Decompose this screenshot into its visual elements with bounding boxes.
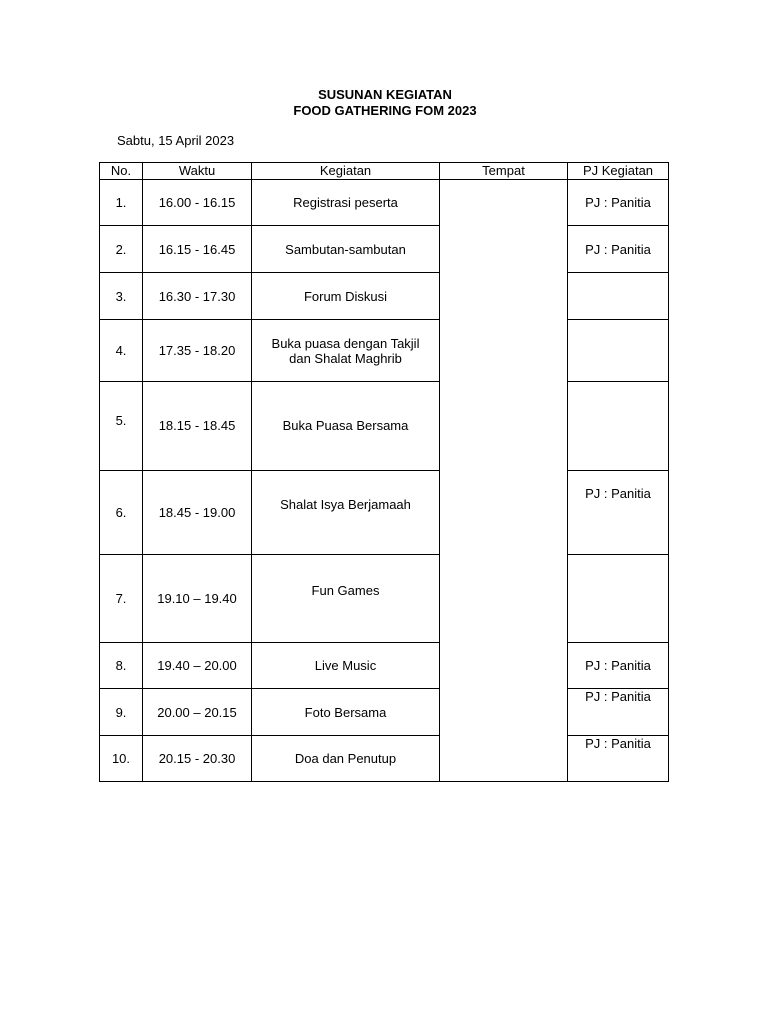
row-kegiatan: Buka Puasa Bersama	[252, 382, 440, 471]
kegiatan-line: dan Shalat Maghrib	[289, 351, 402, 366]
schedule-table	[99, 162, 669, 782]
table-row	[100, 555, 669, 643]
table-row	[100, 643, 669, 689]
row-waktu: 17.35 - 18.20	[143, 320, 252, 382]
row-kegiatan: Fun Games	[252, 555, 440, 643]
row-no: 8.	[100, 643, 143, 689]
row-pj: PJ : Panitia	[568, 180, 669, 226]
row-pj: PJ : Panitia	[568, 226, 669, 273]
table-row	[100, 382, 669, 471]
header-waktu: Waktu	[143, 163, 252, 180]
header-pj: PJ Kegiatan	[568, 163, 669, 180]
row-no: 7.	[100, 555, 143, 643]
row-kegiatan: Registrasi peserta	[252, 180, 440, 226]
table-row	[100, 471, 669, 555]
document-title: SUSUNAN KEGIATAN	[318, 87, 452, 102]
table-header-row	[100, 163, 669, 180]
row-kegiatan: Foto Bersama	[252, 689, 440, 736]
row-pj	[568, 382, 669, 471]
table-row	[100, 736, 669, 782]
row-waktu: 19.40 – 20.00	[143, 643, 252, 689]
row-no: 4.	[100, 320, 143, 382]
row-kegiatan: Live Music	[252, 643, 440, 689]
row-no: 6.	[100, 471, 143, 555]
row-waktu: 20.15 - 20.30	[143, 736, 252, 782]
row-pj	[568, 555, 669, 643]
row-pj: PJ : Panitia	[568, 689, 669, 736]
table-row	[100, 320, 669, 382]
row-no: 9.	[100, 689, 143, 736]
header-kegiatan: Kegiatan	[252, 163, 440, 180]
row-kegiatan: Shalat Isya Berjamaah	[252, 471, 440, 555]
event-date: Sabtu, 15 April 2023	[117, 133, 235, 148]
table-row	[100, 273, 669, 320]
table-row	[100, 689, 669, 736]
row-pj: PJ : Panitia	[568, 471, 669, 555]
row-no: 10.	[100, 736, 143, 782]
header-no: No.	[100, 163, 143, 180]
row-pj: PJ : Panitia	[568, 643, 669, 689]
row-kegiatan: Sambutan-sambutan	[252, 226, 440, 273]
header-tempat: Tempat	[440, 163, 568, 180]
row-no: 3.	[100, 273, 143, 320]
row-no: 1.	[100, 180, 143, 226]
row-waktu: 16.15 - 16.45	[143, 226, 252, 273]
row-waktu: 18.45 - 19.00	[143, 471, 252, 555]
row-kegiatan: Forum Diskusi	[252, 273, 440, 320]
tempat-cell	[440, 180, 568, 782]
row-pj	[568, 273, 669, 320]
row-waktu: 18.15 - 18.45	[143, 382, 252, 471]
row-waktu: 19.10 – 19.40	[143, 555, 252, 643]
row-waktu: 20.00 – 20.15	[143, 689, 252, 736]
kegiatan-line: Buka puasa dengan Takjil	[271, 336, 420, 351]
row-pj	[568, 320, 669, 382]
row-kegiatan	[252, 320, 440, 382]
row-no: 5.	[100, 382, 143, 471]
row-waktu: 16.30 - 17.30	[143, 273, 252, 320]
table-row	[100, 180, 669, 226]
row-kegiatan: Doa dan Penutup	[252, 736, 440, 782]
row-pj: PJ : Panitia	[568, 736, 669, 782]
row-no: 2.	[100, 226, 143, 273]
row-waktu: 16.00 - 16.15	[143, 180, 252, 226]
table-row	[100, 226, 669, 273]
document-subtitle: FOOD GATHERING FOM 2023	[293, 103, 477, 118]
